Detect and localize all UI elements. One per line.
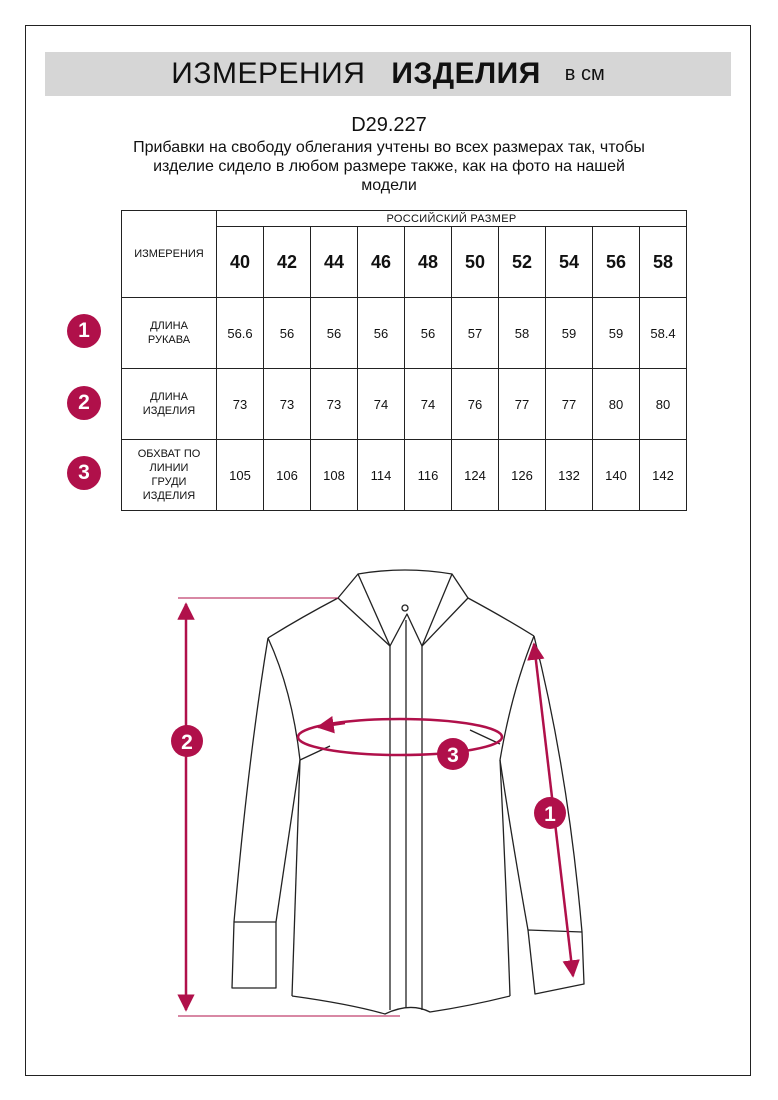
row-label-line: ИЗДЕЛИЯ — [142, 490, 196, 502]
value-cell: 77 — [499, 369, 546, 440]
measurements-header: ИЗМЕРЕНИЯ — [122, 211, 217, 298]
value-cell: 59 — [593, 298, 640, 369]
value-cell: 73 — [217, 369, 264, 440]
value-cell: 108 — [311, 440, 358, 511]
size-header-cell: 54 — [546, 227, 593, 298]
title-unit: в см — [564, 62, 605, 85]
diagram-marker-sleeve — [534, 797, 566, 829]
value-cell: 105 — [217, 440, 264, 511]
value-cell: 56.6 — [217, 298, 264, 369]
size-header-cell: 58 — [640, 227, 687, 298]
fit-note-line: Прибавки на свободу облегания учтены во всех размерах так, чтобы — [133, 139, 645, 156]
value-cell: 56 — [311, 298, 358, 369]
value-cell: 76 — [452, 369, 499, 440]
value-cell: 124 — [452, 440, 499, 511]
title-word-garment: ИЗДЕЛИЯ — [391, 57, 541, 90]
value-cell: 73 — [311, 369, 358, 440]
size-system-header: РОССИЙСКИЙ РАЗМЕР — [217, 211, 687, 227]
row-number-badge-1: 1 — [67, 314, 101, 348]
row-label-line: ГРУДИ — [151, 476, 187, 488]
value-cell: 56 — [405, 298, 452, 369]
value-cell: 106 — [264, 440, 311, 511]
value-cell: 77 — [546, 369, 593, 440]
shirt-outline — [232, 570, 584, 1014]
value-cell: 140 — [593, 440, 640, 511]
diagram-marker-chest-text: 3 — [447, 744, 459, 767]
size-header-cell: 42 — [264, 227, 311, 298]
value-cell: 59 — [546, 298, 593, 369]
value-cell: 114 — [358, 440, 405, 511]
value-cell: 58.4 — [640, 298, 687, 369]
size-header-cell: 46 — [358, 227, 405, 298]
value-cell: 132 — [546, 440, 593, 511]
row-label-line: РУКАВА — [147, 334, 191, 346]
row-label-line: ИЗДЕЛИЯ — [142, 405, 196, 417]
value-cell: 56 — [358, 298, 405, 369]
value-cell: 116 — [405, 440, 452, 511]
value-cell: 73 — [264, 369, 311, 440]
value-cell: 126 — [499, 440, 546, 511]
size-header-cell: 56 — [593, 227, 640, 298]
size-header-cell: 44 — [311, 227, 358, 298]
row-label-line: ОБХВАТ ПО — [137, 448, 201, 460]
title-word-measurements: ИЗМЕРЕНИЯ — [171, 57, 366, 90]
value-cell: 57 — [452, 298, 499, 369]
diagram-marker-length — [171, 725, 203, 757]
row-label-line: ЛИНИИ — [149, 462, 189, 474]
size-header-cell: 40 — [217, 227, 264, 298]
value-cell: 74 — [358, 369, 405, 440]
value-cell: 58 — [499, 298, 546, 369]
fit-note-line: модели — [361, 177, 417, 194]
diagram-marker-length-text: 2 — [181, 731, 193, 754]
size-header-cell: 50 — [452, 227, 499, 298]
diagram-marker-sleeve-text: 1 — [544, 803, 556, 826]
model-code: D29.227 — [351, 114, 427, 136]
row-label-line: ДЛИНА — [150, 320, 188, 332]
value-cell: 74 — [405, 369, 452, 440]
value-cell: 142 — [640, 440, 687, 511]
row-label-line: ДЛИНА — [150, 391, 188, 403]
fit-note-line: изделие сидело в любом размере также, как на фото на нашей — [153, 158, 625, 175]
size-header-cell: 52 — [499, 227, 546, 298]
value-cell: 80 — [640, 369, 687, 440]
value-cell: 56 — [264, 298, 311, 369]
value-cell: 80 — [593, 369, 640, 440]
row-number-badge-2: 2 — [67, 386, 101, 420]
size-header-cell: 48 — [405, 227, 452, 298]
row-number-badge-3: 3 — [67, 456, 101, 490]
diagram-marker-chest — [437, 738, 469, 770]
